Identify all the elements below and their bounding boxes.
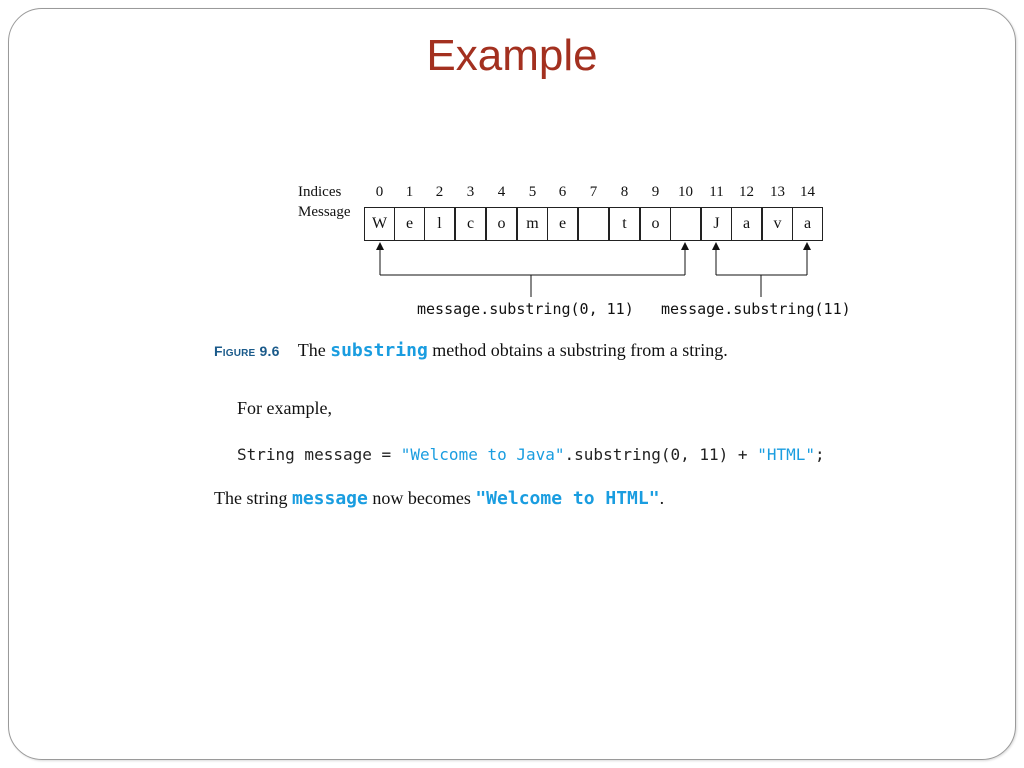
message-label: Message xyxy=(298,204,351,220)
message-char-cell: v xyxy=(762,207,793,241)
code-prefix: String message = xyxy=(237,445,401,464)
message-char-cell: t xyxy=(609,207,640,241)
message-char-cell: m xyxy=(517,207,548,241)
message-char-cell: e xyxy=(547,207,578,241)
index-label: 1 xyxy=(405,184,414,200)
figure-caption xyxy=(214,340,728,361)
index-label: 13 xyxy=(770,184,785,200)
substring-brackets xyxy=(0,0,1024,320)
index-label: 11 xyxy=(709,184,724,200)
index-label: 2 xyxy=(435,184,444,200)
result-mid: now becomes xyxy=(372,488,471,508)
bracket-right xyxy=(716,246,807,297)
index-label: 3 xyxy=(466,184,475,200)
index-label: 6 xyxy=(558,184,567,200)
message-char-cell: o xyxy=(640,207,671,241)
result-var: message xyxy=(292,488,368,509)
bracket-left xyxy=(380,246,685,297)
index-label: 14 xyxy=(800,184,815,200)
code-mid: .substring(0, 11) + xyxy=(564,445,758,464)
message-char-cell: c xyxy=(455,207,486,241)
index-label: 0 xyxy=(375,184,384,200)
result-end: . xyxy=(659,488,665,508)
message-char-cell: J xyxy=(701,207,732,241)
index-label: 5 xyxy=(528,184,537,200)
code-string-1: "Welcome to Java" xyxy=(400,445,565,464)
figure-number: Figure 9.6 xyxy=(214,343,280,359)
caption-code: substring xyxy=(330,340,428,361)
message-char-cell: W xyxy=(364,207,395,241)
index-label: 8 xyxy=(620,184,629,200)
result-pre: The string xyxy=(214,488,288,508)
code-example xyxy=(237,445,825,464)
message-char-cell: a xyxy=(731,207,762,241)
index-label: 10 xyxy=(678,184,693,200)
indices-label: Indices xyxy=(298,184,342,200)
index-label: 7 xyxy=(589,184,598,200)
caption-pre: The xyxy=(297,340,326,360)
message-char-cell: a xyxy=(792,207,823,241)
message-char-cell: o xyxy=(486,207,517,241)
message-char-cell: e xyxy=(394,207,425,241)
message-char-cell: l xyxy=(424,207,455,241)
caption-post: method obtains a substring from a string. xyxy=(432,340,728,360)
index-label: 9 xyxy=(651,184,660,200)
index-label: 4 xyxy=(497,184,506,200)
code-string-2: "HTML" xyxy=(757,445,815,464)
slide-title: Example xyxy=(426,31,598,80)
call-label-substring-11: message.substring(11) xyxy=(661,300,851,318)
index-label: 12 xyxy=(739,184,754,200)
code-end: ; xyxy=(814,445,825,464)
result-string: "Welcome to HTML" xyxy=(475,488,660,509)
call-label-substring-0-11: message.substring(0, 11) xyxy=(417,300,634,318)
result-sentence xyxy=(214,488,664,509)
for-example-text: For example, xyxy=(237,398,332,418)
